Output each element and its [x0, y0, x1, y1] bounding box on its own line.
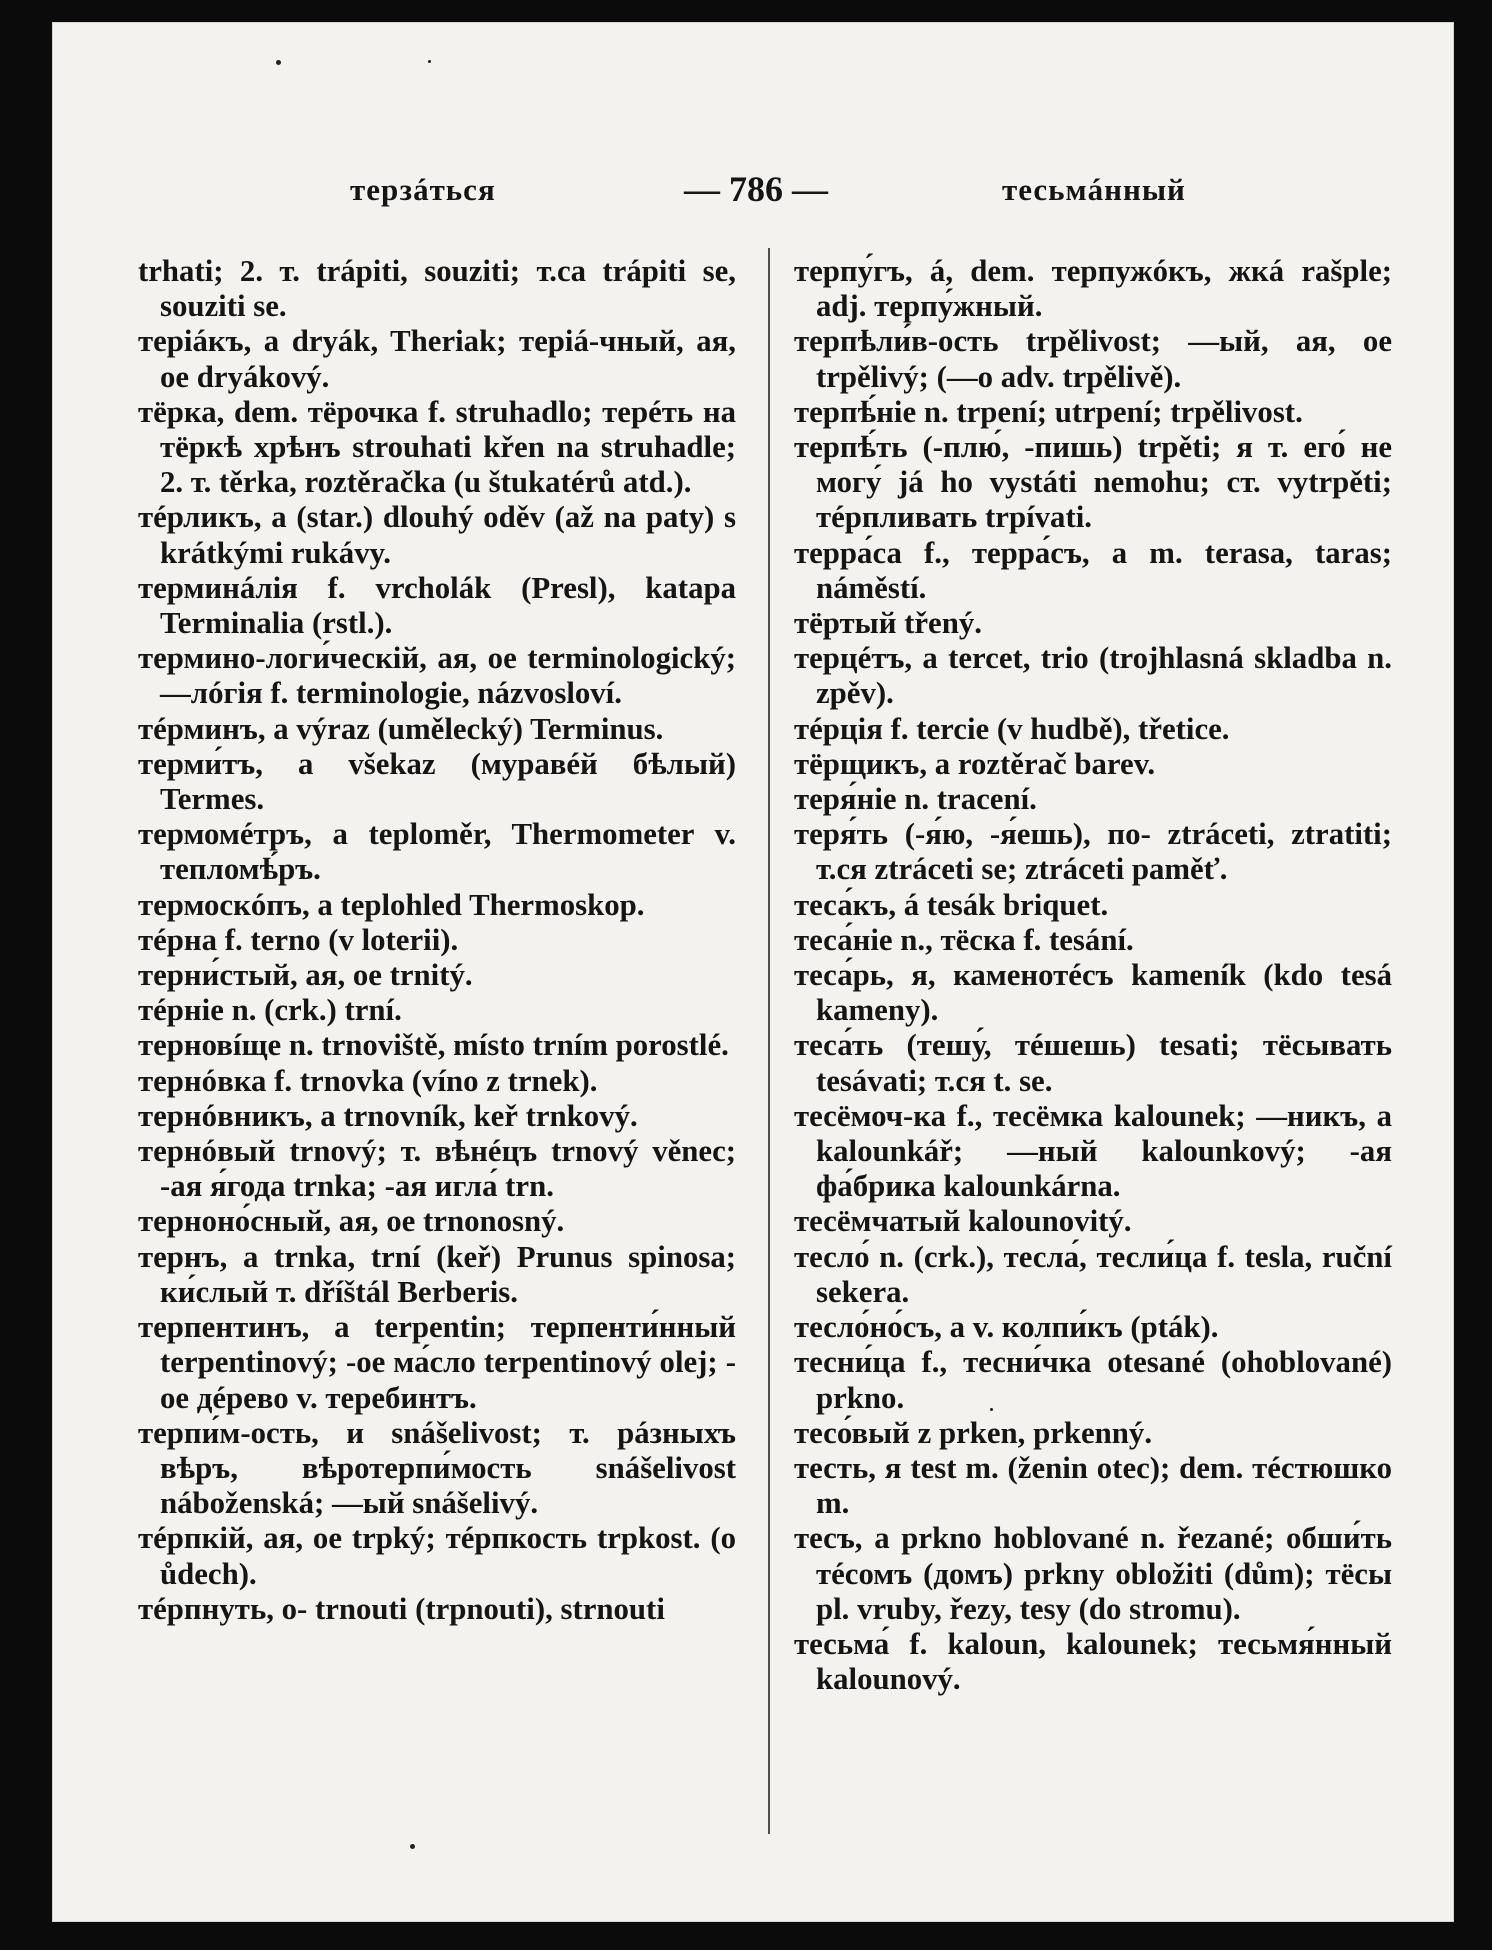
- dictionary-entry: тéрція f. tercie (v hudbě), třetice.: [794, 711, 1230, 746]
- dictionary-entry: тесёмчатый kalounovitý.: [794, 1204, 1132, 1239]
- dictionary-entry: тéрна f. terno (v loterii).: [138, 922, 459, 957]
- dictionary-entry: терни́стый, ая, oe trnitý.: [138, 958, 473, 993]
- dictionary-entry: тесло́ n. (crk.), тесла́, тесли́ца f. tesla, ruční sekera.: [794, 1239, 1392, 1309]
- dictionary-entry: терноно́сный, ая, oe trnonosný.: [138, 1204, 565, 1239]
- dictionary-entry: теса́къ, á tesák briquet.: [794, 887, 1109, 922]
- dictionary-entry: trhati; 2. т. trápiti, souziti; т.ca trápiti se, souziti se.: [138, 254, 736, 324]
- print-speck: [990, 1408, 993, 1411]
- left-column: [138, 254, 736, 1627]
- dictionary-entry: тёрщикъ, a roztěrač barev.: [794, 746, 1156, 781]
- dictionary-entry: тернóвка f. trnovka (víno z trnek).: [138, 1063, 598, 1098]
- dictionary-entry: тесни́ца f., тесни́чка otesané (ohoblované) prkno.: [794, 1345, 1392, 1415]
- dictionary-entry: теса́ть (тешу́, тéшешь) tesati; тёсывать tesávati; т.ся t. se.: [794, 1028, 1392, 1098]
- dictionary-entry: терпѣли́в-ость trpělivost; —ый, ая, oe trpělivý; (—o adv. trpělivě).: [794, 324, 1392, 394]
- dictionary-entry: тернóвый trnový; т. вѣнéцъ trnový věnec; -ая я́года trnka; -ая игла́ trn.: [138, 1134, 736, 1204]
- dictionary-entry: тёртый třený.: [794, 606, 982, 641]
- dictionary-entry: терцéтъ, a tercet, trio (trojhlasná skladba n. zpěv).: [794, 641, 1392, 711]
- dictionary-entry: термино-логи́ческій, ая, oe terminologický; —лóгія f. terminologie, názvosloví.: [138, 641, 736, 711]
- dictionary-entry: тéрніе n. (crk.) trní.: [138, 993, 402, 1028]
- dictionary-entry: теря́ніе n. tracení.: [794, 782, 1037, 817]
- print-speck: [276, 60, 281, 65]
- dictionary-entry: тернъ, a trnka, trní (keř) Prunus spinosa; ки́слый т. dříštál Berberis.: [138, 1239, 736, 1309]
- dictionary-entry: терпѣ́ніе n. trpení; utrpení; trpělivost.: [794, 394, 1303, 429]
- dictionary-entry: тесёмоч-ка f., тесёмка kalounek; —никъ, a kalounkář; —ный kalounkový; -ая фа́брика kalounkárna.: [794, 1098, 1392, 1204]
- dictionary-entry: терпѣ́ть (-плю́, -пишь) trpěti; я т. его́ не могу́ já ho vystáti nemohu; ст. vytrpěti; тéрпливать trpívati.: [794, 430, 1392, 535]
- dictionary-entry: теріáкъ, a dryák, Theriak; теріá-чный, ая, oe dryákový.: [138, 324, 736, 394]
- left-guide-word: терзáться: [350, 172, 496, 207]
- print-speck: [410, 1844, 415, 1849]
- dictionary-entry: терми́тъ, a všekaz (муравéй бѣлый) Termes.: [138, 746, 736, 817]
- dictionary-entry: терновíще n. trnoviště, místo trním porostlé.: [138, 1028, 729, 1063]
- dictionary-entry: терминáлія f. vrcholák (Presl), katapa Terminalia (rstl.).: [138, 570, 736, 641]
- dictionary-entry: терпентинъ, a terpentin; терпенти́нный terpentinový; -oe ма́сло terpentinový olej; -oe дéрево v. теребинтъ.: [138, 1310, 736, 1415]
- dictionary-entry: тесьма́ f. kaloun, kalounek; тесьмя́нный kalounový.: [794, 1626, 1392, 1697]
- dictionary-page: [52, 22, 1454, 1922]
- dictionary-entry: терпи́м-ость, и snášelivost; т. páзныхъ вѣръ, вѣротерпи́мость snášelivost náboženská; —ый snášelivý.: [138, 1415, 736, 1521]
- column-divider: [768, 248, 770, 1834]
- right-guide-word: тесьмáнный: [1002, 172, 1186, 207]
- dictionary-entry: тернóвникъ, a trnovník, keř trnkový.: [138, 1098, 638, 1133]
- dictionary-entry: тёрка, dem. тёрочка f. struhadlo; терéть на тёркѣ хрѣнъ strouhati křen na struhadle; 2. т. těrka, roztěračka (u štukatérů atd.).: [138, 394, 736, 500]
- dictionary-entry: теса́рь, я, каменотéсъ kameník (kdo tesá kameny).: [794, 958, 1392, 1028]
- dictionary-entry: тесъ, a prkno hoblované n. řezané; обши́ть тéсомъ (домъ) prkny obložiti (dům); тёсы pl. vruby, řezy, tesy (do stromu).: [794, 1521, 1392, 1626]
- dictionary-entry: тесо́вый z prken, prkenný.: [794, 1415, 1153, 1450]
- dictionary-entry: тéрликъ, a (star.) dlouhý oděv (až na paty) s krátkými rukávy.: [138, 500, 736, 570]
- page-header: [52, 169, 1454, 222]
- dictionary-entry: тéрпкій, ая, oe trpký; тéрпкость trpkost. (o ůdech).: [138, 1521, 736, 1591]
- dictionary-entry: тесть, я test m. (ženin otec); dem. тéстюшко m.: [794, 1450, 1392, 1521]
- dictionary-entry: теса́ніе n., тёска f. tesání.: [794, 922, 1134, 957]
- right-column: [794, 254, 1392, 1697]
- dictionary-entry: теря́ть (-я́ю, -я́ешь), по- ztráceti, ztratiti; т.ся ztráceti se; ztráceti paměť.: [794, 817, 1392, 887]
- dictionary-entry: тéрминъ, a výraz (umělecký) Terminus.: [138, 711, 664, 746]
- dictionary-entry: термоскóпъ, a teplohled Thermoskop.: [138, 887, 645, 922]
- dictionary-entry: тесло́но́съ, a v. колпи́къ (pták).: [794, 1310, 1219, 1345]
- dictionary-entry: тéрпнуть, o- trnouti (trpnouti), strnouti: [138, 1591, 665, 1626]
- dictionary-entry: терра́са f., терра́съ, a m. terasa, taras; náměstí.: [794, 535, 1392, 605]
- dictionary-entry: термомéтръ, a teploměr, Thermometer v. тепломѣ́ръ.: [138, 817, 736, 887]
- page-number: — 786 —: [684, 169, 828, 209]
- dictionary-entry: терпу́гъ, á, dem. терпужóкъ, жкá rašple; adj. терпу́жный.: [794, 254, 1392, 324]
- print-speck: [428, 60, 431, 63]
